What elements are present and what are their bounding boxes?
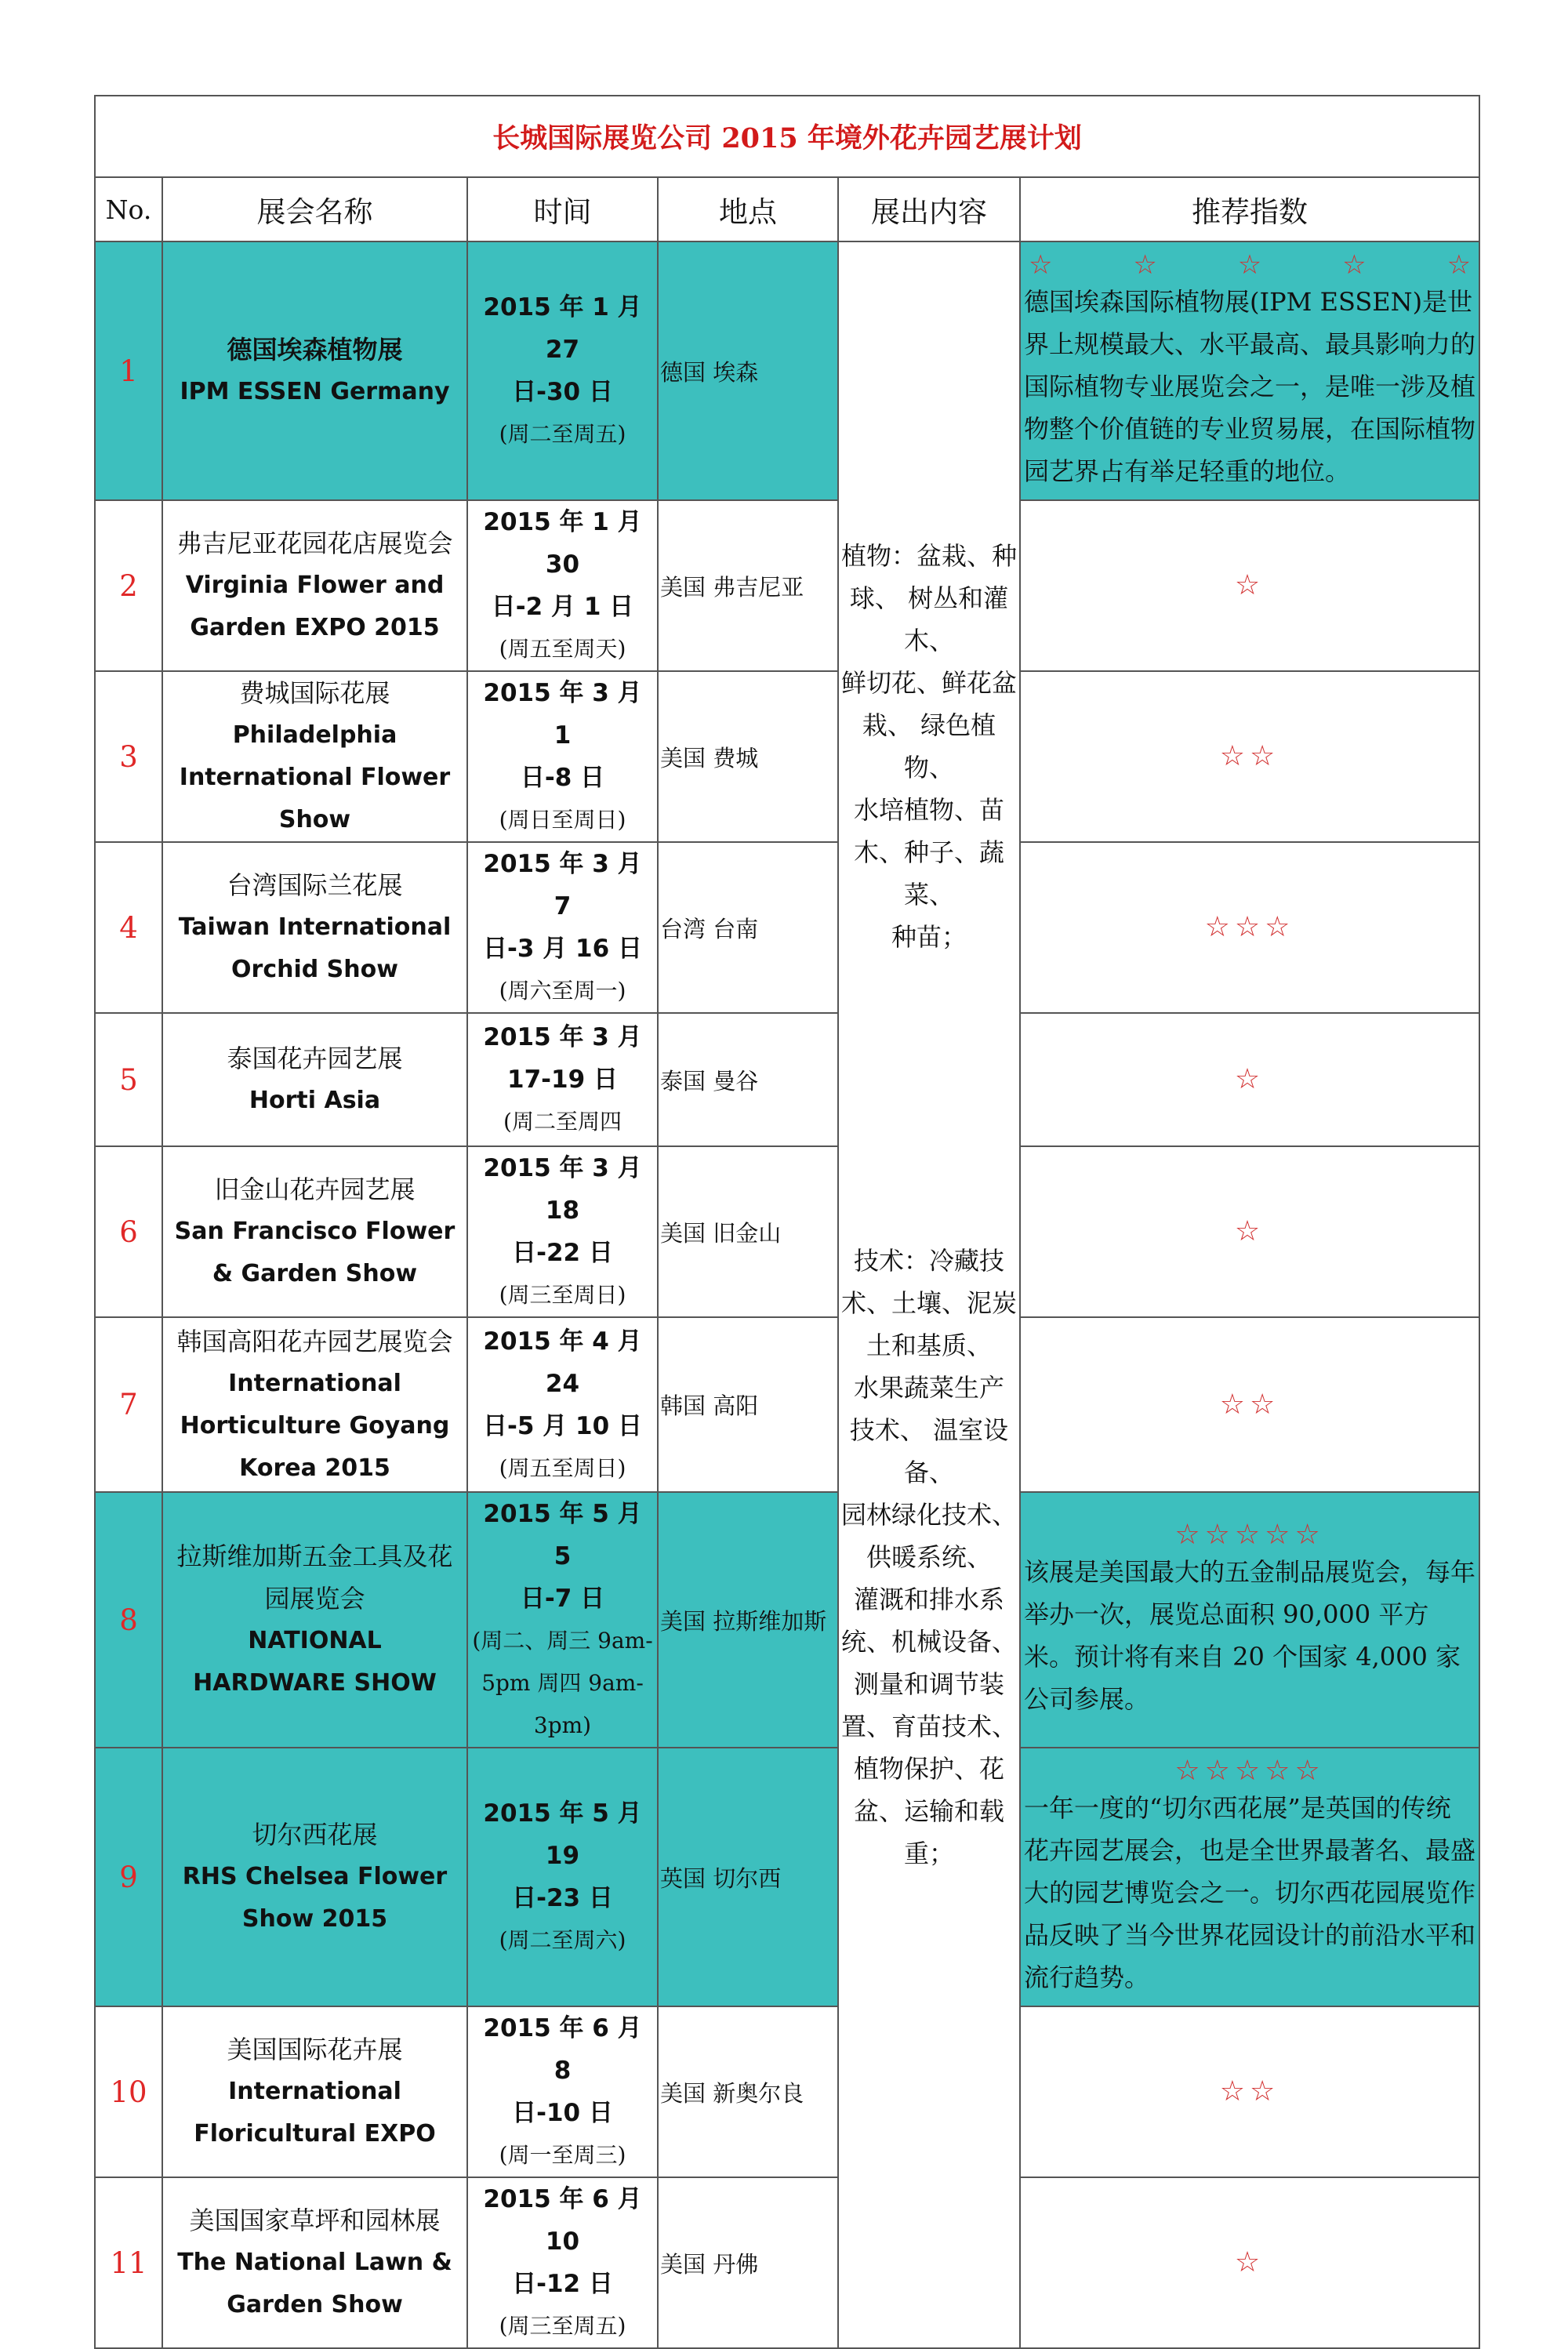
- date-line: 日-7 日: [520, 1585, 605, 1613]
- weekday-range: (周三至周日): [499, 1282, 626, 1308]
- exhibition-name-cn: 拉斯维加斯五金工具及花园展览会: [176, 1541, 453, 1614]
- content-line-tech: 灌溉和排水系: [853, 1585, 1004, 1614]
- content-line-tech: 技术：冷藏技: [853, 1246, 1004, 1276]
- date-line: 日-5 月 10 日: [483, 1411, 642, 1440]
- table-row: [95, 500, 1479, 671]
- date-line: 2015 年 3 月 7: [483, 850, 642, 920]
- header-name: 展会名称: [162, 177, 467, 241]
- table-row: [95, 671, 1479, 842]
- content-line-tech: 备、: [903, 1458, 954, 1487]
- row-number: 9: [95, 1748, 162, 2006]
- star-rating: ☆: [1234, 1215, 1265, 1247]
- exhibition-name-en: International Flower: [179, 764, 451, 791]
- exhibition-name-en: Horti Asia: [249, 1087, 381, 1114]
- date-line: 2015 年 3 月 18: [483, 1154, 642, 1225]
- star-rating: ☆☆: [1219, 2075, 1280, 2108]
- recommendation: [1020, 1492, 1479, 1748]
- star-rating: ☆☆: [1219, 1388, 1280, 1421]
- star-icon: ☆: [1446, 249, 1472, 281]
- date-line: 17-19 日: [507, 1066, 618, 1094]
- date-line: 日-23 日: [512, 1884, 613, 1912]
- date-line: 日-12 日: [512, 2270, 613, 2298]
- row-number: 2: [95, 500, 162, 671]
- exhibition-description: 德国埃森国际植物展(IPM ESSEN)是世界上规模最大、水平最高、最具影响力的国际植物专业展览会之一，是唯一涉及植物整个价值链的专业贸易展，在国际植物园艺界占有举足轻重的地位。: [1024, 287, 1476, 486]
- weekday-range: (周一至周三): [499, 2142, 626, 2168]
- row-number: 1: [95, 241, 162, 500]
- exhibition-date: [467, 500, 658, 671]
- content-line-plants: 鲜切花、鲜花盆: [840, 668, 1017, 698]
- exhibition-date: [467, 671, 658, 842]
- content-line-plants: 木、: [903, 626, 954, 655]
- date-line: 2015 年 5 月 5: [483, 1500, 642, 1570]
- exhibition-name: [162, 842, 467, 1013]
- exhibition-name-cn: 泰国花卉园艺展: [227, 1044, 403, 1073]
- exhibition-name: [162, 1492, 467, 1748]
- exhibit-content: [838, 241, 1020, 2348]
- recommendation: [1020, 241, 1479, 500]
- exhibition-name-en: Taiwan International: [178, 913, 452, 941]
- exhibition-date: [467, 842, 658, 1013]
- exhibition-name-cn: 弗吉尼亚花园花店展览会: [176, 528, 453, 558]
- row-number: 8: [95, 1492, 162, 1748]
- exhibition-name: [162, 241, 467, 500]
- table-row: [95, 241, 1479, 500]
- exhibition-name-cn: 切尔西花展: [252, 1820, 378, 1850]
- exhibition-date: [467, 1013, 658, 1146]
- exhibition-name: [162, 671, 467, 842]
- exhibition-name-en: Virginia Flower and: [185, 572, 445, 599]
- recommendation: [1020, 500, 1479, 671]
- content-line-plants: 栽、 绿色植: [862, 710, 996, 740]
- header-place: 地点: [658, 177, 838, 241]
- exhibition-name-en: Show 2015: [241, 1905, 388, 1933]
- content-line-plants: 木、种子、蔬菜、: [853, 837, 1004, 909]
- exhibition-description: 一年一度的“切尔西花展”是英国的传统花卉园艺展会，也是全世界最著名、最盛大的园艺博览会之一。切尔西花园展览作品反映了当今世界花园设计的前沿水平和流行趋势。: [1024, 1793, 1476, 1992]
- content-line-tech: 水果蔬菜生产: [853, 1373, 1004, 1403]
- exhibition-name: [162, 2177, 467, 2348]
- date-line: 2015 年 5 月 19: [483, 1799, 642, 1870]
- row-number: 6: [95, 1146, 162, 1317]
- star-rating: ☆☆☆☆☆: [1174, 1519, 1325, 1551]
- star-icon: ☆: [1133, 249, 1157, 281]
- date-line: 日-10 日: [512, 2099, 613, 2127]
- exhibition-name-en: IPM ESSEN Germany: [180, 378, 450, 405]
- star-rating: ☆: [1234, 1063, 1265, 1095]
- exhibition-name-en: & Garden Show: [212, 1260, 418, 1287]
- date-line: 2015 年 6 月 10: [483, 2185, 642, 2256]
- weekday-range: (周日至周日): [499, 807, 626, 833]
- exhibition-name: [162, 1317, 467, 1492]
- star-rating: [1024, 249, 1475, 281]
- table-row: [95, 1317, 1479, 1492]
- exhibition-location: 美国 拉斯维加斯: [658, 1492, 838, 1748]
- star-rating: ☆☆☆☆☆: [1174, 1755, 1325, 1787]
- recommendation: [1020, 1146, 1479, 1317]
- exhibition-location: 美国 弗吉尼亚: [658, 500, 838, 671]
- weekday-range: (周二至周六): [499, 1927, 626, 1953]
- exhibition-name: [162, 1146, 467, 1317]
- exhibition-name-cn: 费城国际花展: [239, 678, 390, 708]
- exhibition-date: [467, 1748, 658, 2006]
- exhibition-name-en: Horticulture Goyang: [180, 1411, 450, 1440]
- content-line-tech: 重；: [903, 1839, 954, 1868]
- exhibition-name: [162, 500, 467, 671]
- star-icon: ☆: [1029, 249, 1053, 281]
- exhibition-name-en: HARDWARE SHOW: [193, 1669, 437, 1697]
- exhibition-name-cn: 德国埃森植物展: [227, 335, 403, 365]
- star-rating: ☆☆☆: [1204, 911, 1295, 943]
- table-row: [95, 1013, 1479, 1146]
- exhibition-name-cn: 美国国际花卉展: [227, 2035, 403, 2064]
- exhibition-location: 英国 切尔西: [658, 1748, 838, 2006]
- star-rating: ☆: [1234, 569, 1265, 601]
- exhibition-description: 该展是美国最大的五金制品展览会，每年举办一次，展览总面积 90,000 平方米。预计将有来自 20 个国家 4,000 家公司参展。: [1024, 1557, 1476, 1714]
- exhibition-name-en: Garden Show: [227, 2291, 403, 2318]
- weekday-range: (周二、周三 9am-5pm 周四 9am-3pm): [472, 1628, 653, 1738]
- date-line: 日-2 月 1 日: [491, 593, 634, 621]
- date-line: 2015 年 4 月 24: [483, 1327, 642, 1398]
- date-line: 2015 年 3 月 1: [483, 679, 642, 750]
- exhibition-name-en: Garden EXPO 2015: [190, 614, 440, 641]
- exhibition-date: [467, 2177, 658, 2348]
- recommendation: [1020, 2177, 1479, 2348]
- recommendation: [1020, 842, 1479, 1013]
- table-row: [95, 1146, 1479, 1317]
- exhibition-date: [467, 2006, 658, 2177]
- exhibition-name: [162, 2006, 467, 2177]
- date-line: 日-30 日: [512, 378, 613, 406]
- table-row: [95, 2177, 1479, 2348]
- header-row: [95, 177, 1479, 241]
- content-line-tech: 统、机械设备、: [840, 1627, 1017, 1657]
- exhibition-location: 美国 旧金山: [658, 1146, 838, 1317]
- row-number: 4: [95, 842, 162, 1013]
- table-title: 长城国际展览公司 2015 年境外花卉园艺展计划: [95, 96, 1479, 177]
- exhibition-name-en: Korea 2015: [239, 1454, 390, 1482]
- date-line: 日-8 日: [520, 764, 605, 792]
- content-line-plants: 植物：盆栽、种: [840, 541, 1017, 571]
- exhibition-location: 韩国 高阳: [658, 1317, 838, 1492]
- content-line-plants: 水培植物、苗: [853, 795, 1004, 825]
- header-time: 时间: [467, 177, 658, 241]
- exhibition-name-en: International: [228, 2078, 401, 2105]
- exhibition-location: 台湾 台南: [658, 842, 838, 1013]
- table-row: [95, 842, 1479, 1013]
- content-line-tech: 盆、运输和载: [853, 1796, 1004, 1826]
- weekday-range: (周六至周一): [499, 978, 626, 1004]
- exhibition-name-en: The National Lawn &: [177, 2249, 452, 2276]
- exhibition-name-cn: 旧金山花卉园艺展: [214, 1174, 416, 1204]
- table-row: [95, 2006, 1479, 2177]
- content-line-plants: 球、 树丛和灌: [849, 583, 1009, 613]
- content-line-plants: 物、: [903, 753, 954, 782]
- recommendation: [1020, 1317, 1479, 1492]
- weekday-range: (周二至周五): [499, 421, 626, 447]
- content-line-plants: 种苗；: [891, 922, 967, 952]
- star-icon: ☆: [1237, 249, 1262, 281]
- row-number: 10: [95, 2006, 162, 2177]
- recommendation: [1020, 2006, 1479, 2177]
- row-number: 7: [95, 1317, 162, 1492]
- exhibition-schedule-table: [94, 95, 1480, 2349]
- exhibition-name-en: NATIONAL: [248, 1627, 382, 1654]
- content-line-tech: 置、育苗技术、: [840, 1712, 1017, 1741]
- exhibition-location: 美国 丹佛: [658, 2177, 838, 2348]
- exhibition-name-cn: 韩国高阳花卉园艺展览会: [176, 1326, 453, 1356]
- row-number: 5: [95, 1013, 162, 1146]
- exhibition-date: [467, 241, 658, 500]
- exhibition-name: [162, 1748, 467, 2006]
- recommendation: [1020, 671, 1479, 842]
- recommendation: [1020, 1013, 1479, 1146]
- date-line: 日-3 月 16 日: [483, 935, 642, 963]
- date-line: 2015 年 6 月 8: [483, 2014, 642, 2085]
- exhibition-location: 美国 新奥尔良: [658, 2006, 838, 2177]
- weekday-range: (周五至周日): [499, 1454, 626, 1481]
- content-line-tech: 技术、 温室设: [849, 1415, 1009, 1445]
- exhibition-name-cn: 台湾国际兰花展: [227, 870, 403, 900]
- content-line-tech: 土和基质、: [866, 1331, 992, 1360]
- exhibition-name-cn: 美国国家草坪和园林展: [189, 2206, 441, 2235]
- exhibit-content-text: [839, 242, 1019, 1875]
- exhibition-name-en: Philadelphia: [232, 721, 397, 749]
- star-rating: ☆: [1234, 2246, 1265, 2278]
- exhibition-name-en: International: [228, 1369, 401, 1397]
- header-no: No.: [95, 177, 162, 241]
- weekday-range: (周五至周天): [499, 636, 626, 662]
- weekday-range: (周二至周四: [503, 1109, 622, 1135]
- exhibition-name-en: San Francisco Flower: [174, 1218, 456, 1245]
- table-row: [95, 1492, 1479, 1748]
- header-rating: 推荐指数: [1020, 177, 1479, 241]
- content-line-tech: 植物保护、花: [853, 1754, 1004, 1784]
- row-number: 11: [95, 2177, 162, 2348]
- exhibition-name: [162, 1013, 467, 1146]
- exhibition-name-en: Show: [278, 806, 351, 833]
- weekday-range: (周三至周五): [499, 2313, 626, 2339]
- exhibition-date: [467, 1492, 658, 1748]
- date-line: 日-22 日: [512, 1239, 613, 1267]
- table-row: [95, 1748, 1479, 2006]
- date-line: 2015 年 1 月 30: [483, 508, 642, 579]
- exhibition-name-en: Orchid Show: [231, 956, 398, 983]
- content-line-tech: 术、土壤、泥炭: [840, 1288, 1017, 1318]
- content-line-tech: 园林绿化技术、: [840, 1500, 1017, 1530]
- content-line-tech: 测量和调节装: [853, 1669, 1004, 1699]
- exhibition-name-en: RHS Chelsea Flower: [182, 1863, 448, 1890]
- exhibition-location: 泰国 曼谷: [658, 1013, 838, 1146]
- date-line: 2015 年 3 月: [483, 1023, 642, 1051]
- exhibition-name-en: Floricultural EXPO: [194, 2120, 436, 2148]
- exhibition-location: 德国 埃森: [658, 241, 838, 500]
- exhibition-date: [467, 1146, 658, 1317]
- star-icon: ☆: [1342, 249, 1367, 281]
- recommendation: [1020, 1748, 1479, 2006]
- exhibition-date: [467, 1317, 658, 1492]
- exhibition-location: 美国 费城: [658, 671, 838, 842]
- star-rating: ☆☆: [1219, 740, 1280, 772]
- date-line: 2015 年 1 月 27: [483, 293, 642, 364]
- row-number: 3: [95, 671, 162, 842]
- header-content: 展出内容: [838, 177, 1020, 241]
- content-line-tech: 供暖系统、: [866, 1542, 992, 1572]
